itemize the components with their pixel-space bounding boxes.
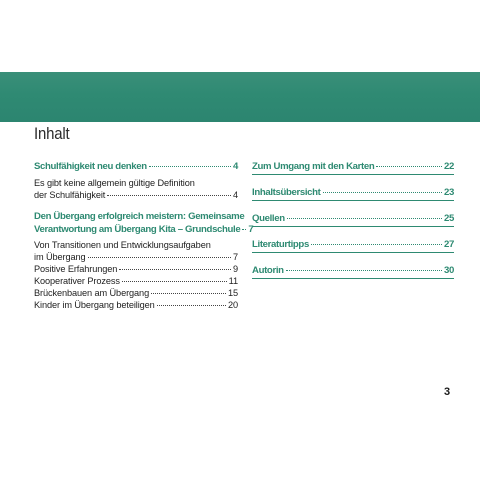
dot-leader: [286, 270, 442, 271]
toc-entry-page: 22: [444, 161, 454, 172]
dot-leader: [311, 244, 442, 245]
toc-entry-page: 25: [444, 213, 454, 224]
dot-leader: [88, 257, 231, 258]
toc-entry-page: 4: [232, 190, 238, 200]
dot-leader: [376, 166, 442, 167]
toc-entry-label: Schulfähigkeit neu denken: [34, 161, 147, 172]
header-banner: [0, 72, 480, 122]
toc-entry-autorin[interactable]: [252, 264, 454, 279]
toc-entry-page: 9: [232, 264, 238, 274]
dot-leader: [122, 281, 227, 282]
dot-leader: [323, 192, 443, 193]
toc-entry-label: Kinder im Übergang beteiligen: [34, 300, 155, 310]
toc-entry-label: Positive Erfahrungen: [34, 264, 118, 274]
toc-entry-label: Zum Umgang mit den Karten: [252, 161, 375, 172]
toc-entry-label-line1: Es gibt keine allgemein gültige Definition: [34, 178, 195, 188]
dot-leader: [157, 305, 226, 306]
page-title: Inhalt: [34, 124, 70, 143]
dot-leader: [287, 218, 442, 219]
toc-entry-page: 11: [228, 276, 238, 286]
toc-right-column: [252, 160, 454, 290]
toc-entry-page: 7: [232, 252, 238, 262]
toc-entry-page: 4: [233, 161, 238, 172]
toc-entry-label-line2: im Übergang: [34, 252, 86, 262]
toc-entry-transitionen[interactable]: [34, 239, 238, 263]
toc-entry-inhaltsuebersicht[interactable]: [252, 186, 454, 201]
toc-entry-page: 20: [227, 300, 238, 310]
toc-entry-page: 23: [444, 187, 454, 198]
toc-left-column: [34, 160, 254, 311]
toc-entry-label-line2: Verantwortung am Übergang Kita – Grundschule: [34, 224, 241, 235]
toc-entry-kooperativer-prozess[interactable]: [34, 275, 238, 287]
toc-entry-page: 27: [444, 239, 454, 250]
toc-entry-label: Inhaltsübersicht: [252, 187, 321, 198]
toc-entry-label: Quellen: [252, 213, 285, 224]
dot-leader: [119, 269, 231, 270]
toc-entry-label: Autorin: [252, 265, 284, 276]
dot-leader: [242, 229, 246, 230]
toc-entry-kinder-beteiligen[interactable]: [34, 299, 238, 311]
toc-entry-label-line2: der Schulfähigkeit: [34, 190, 106, 200]
toc-entry-label: Kooperativer Prozess: [34, 276, 120, 286]
toc-entry-positive-erfahrungen[interactable]: [34, 263, 238, 275]
dot-leader: [107, 195, 231, 196]
dot-leader: [151, 293, 226, 294]
toc-entry-label-line1: Den Übergang erfolgreich meistern: Gemeinsame: [34, 211, 245, 222]
toc-entry-literaturtipps[interactable]: [252, 238, 454, 253]
toc-entry-label-line1: Von Transitionen und Entwicklungsaufgaben: [34, 240, 211, 250]
toc-entry-umgang-karten[interactable]: [252, 160, 454, 175]
toc-entry-label: Literaturtipps: [252, 239, 309, 250]
toc-entry-page: 15: [227, 288, 238, 298]
page-number: 3: [444, 386, 451, 398]
toc-entry-label: Brückenbauen am Übergang: [34, 288, 150, 298]
toc-entry-uebergang-meistern[interactable]: [34, 210, 254, 236]
toc-entry-schulfaehigkeit[interactable]: [34, 160, 238, 173]
toc-entry-page: 7: [248, 224, 254, 235]
toc-entry-definition[interactable]: [34, 177, 238, 201]
dot-leader: [149, 166, 231, 167]
toc-entry-brueckenbauen[interactable]: [34, 287, 238, 299]
toc-entry-page: 30: [444, 265, 454, 276]
toc-entry-quellen[interactable]: [252, 212, 454, 227]
